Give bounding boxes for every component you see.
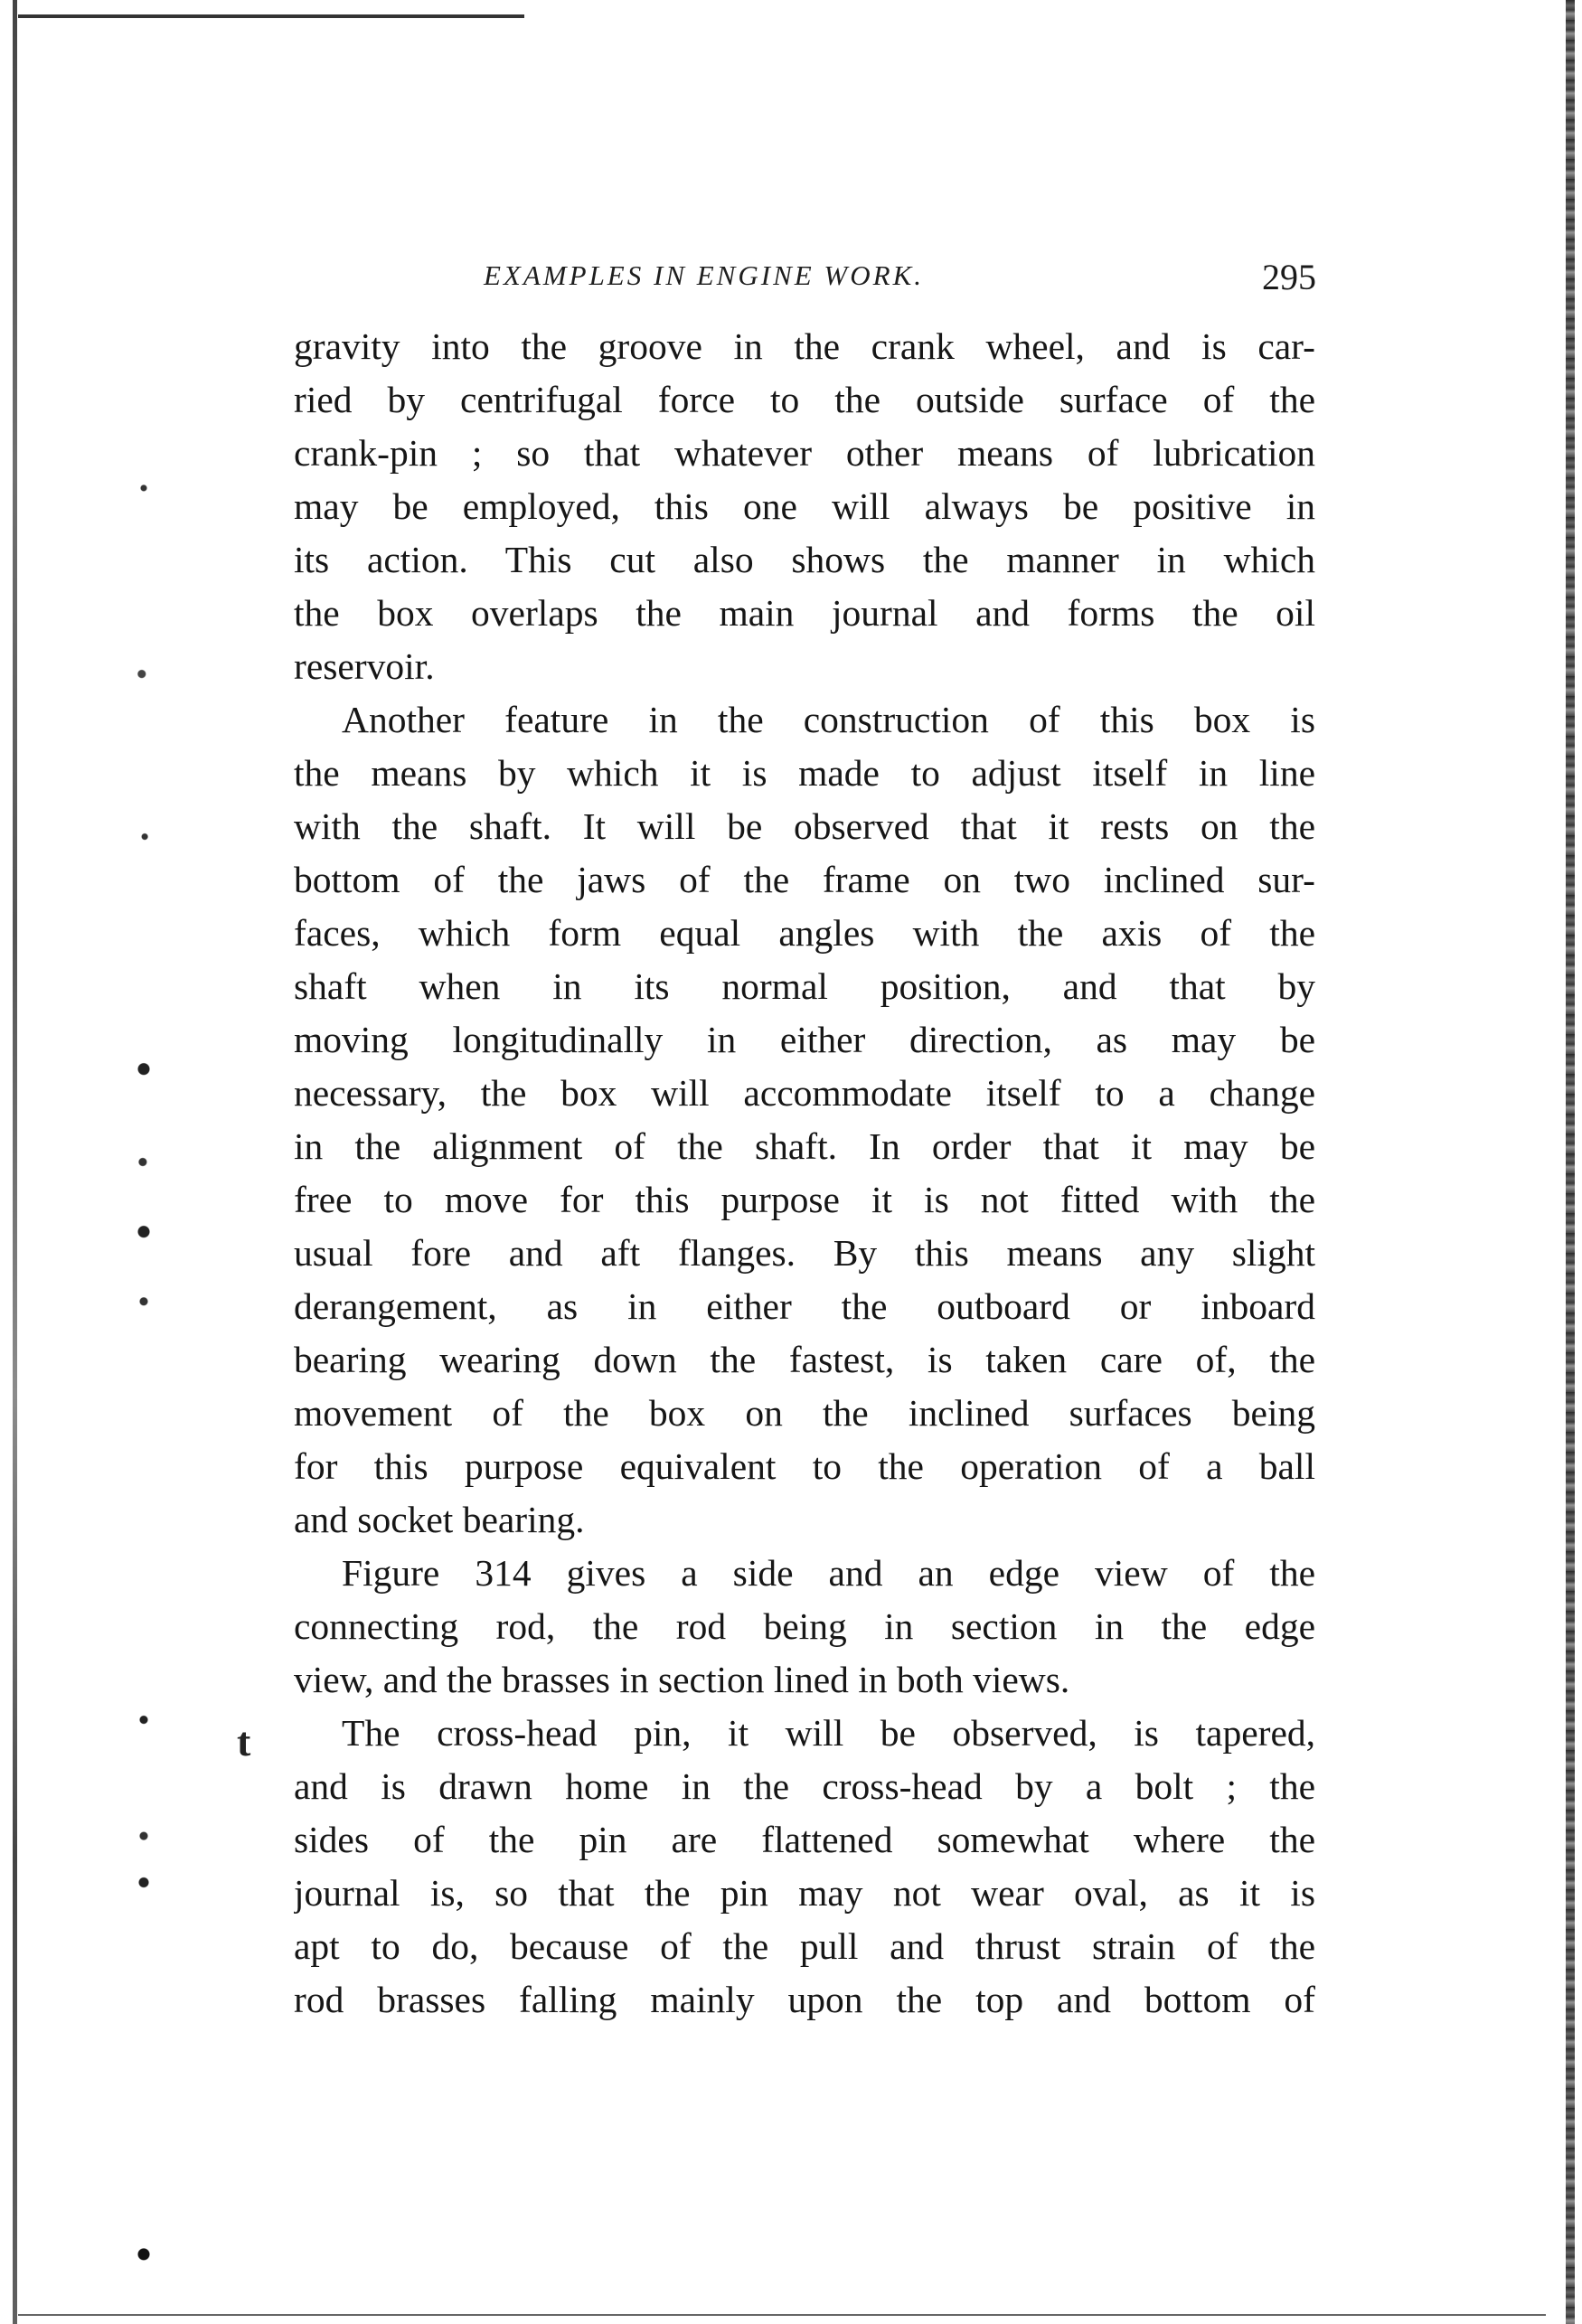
text-line: shaft when in its normal position, and that by bbox=[294, 965, 1315, 1007]
text-line: bearing wearing down the fastest, is taken care of, the bbox=[294, 1339, 1315, 1380]
text-line: faces, which form equal angles with the axis of the bbox=[294, 912, 1315, 954]
paragraph-1 bbox=[294, 320, 1315, 693]
text-line: free to move for this purpose it is not fitted with the bbox=[294, 1179, 1315, 1220]
text-line: sides of the pin are flattened somewhat where the bbox=[294, 1819, 1315, 1860]
text-line: derangement, as in either the outboard or inboard bbox=[294, 1285, 1315, 1327]
scan-bottom-rule bbox=[18, 2314, 1546, 2316]
text-line: gravity into the groove in the crank wheel, and is car- bbox=[294, 325, 1315, 367]
text-line: the box overlaps the main journal and forms the oil bbox=[294, 592, 1315, 634]
text-line: rod brasses falling mainly upon the top and bottom of bbox=[294, 1979, 1315, 2020]
text-line: its action. This cut also shows the manner in which bbox=[294, 539, 1315, 580]
text-line: view, and the brasses in section lined in both views. bbox=[294, 1659, 1070, 1700]
text-line: movement of the box on the inclined surfaces being bbox=[294, 1392, 1315, 1434]
text-line: apt to do, because of the pull and thrust strain of the bbox=[294, 1925, 1315, 1967]
text-line: bottom of the jaws of the frame on two inclined sur- bbox=[294, 859, 1315, 900]
text-line: reservoir. bbox=[294, 645, 435, 687]
scan-gutter-noise bbox=[134, 0, 154, 2324]
text-line: Another feature in the construction of this box is bbox=[342, 699, 1315, 740]
text-line: in the alignment of the shaft. In order that it may be bbox=[294, 1125, 1315, 1167]
page-number: 295 bbox=[1262, 257, 1316, 297]
text-line: ried by centrifugal force to the outside surface of the bbox=[294, 379, 1315, 420]
paragraph-3 bbox=[294, 1547, 1315, 1707]
text-line: necessary, the box will accommodate itself to a change bbox=[294, 1072, 1315, 1114]
text-line: and is drawn home in the cross-head by a bolt ; the bbox=[294, 1765, 1315, 1807]
text-line: usual fore and aft flanges. By this means any slight bbox=[294, 1232, 1315, 1274]
page-header bbox=[289, 256, 1316, 310]
text-line: The cross-head pin, it will be observed, is tapered, bbox=[342, 1712, 1315, 1754]
scan-top-rule bbox=[18, 14, 524, 18]
text-line: for this purpose equivalent to the operation of a ball bbox=[294, 1445, 1315, 1487]
text-line: journal is, so that the pin may not wear oval, as it is bbox=[294, 1872, 1315, 1914]
margin-mark: t bbox=[237, 1718, 251, 1764]
scan-left-edge bbox=[13, 0, 17, 2324]
paragraph-4 bbox=[294, 1707, 1315, 2027]
scan-right-edge bbox=[1566, 0, 1575, 2324]
text-line: connecting rod, the rod being in section in the edge bbox=[294, 1605, 1315, 1647]
text-line: and socket bearing. bbox=[294, 1499, 585, 1540]
running-head: EXAMPLES IN ENGINE WORK. bbox=[484, 259, 925, 291]
paragraph-2 bbox=[294, 693, 1315, 1547]
text-line: the means by which it is made to adjust itself in line bbox=[294, 752, 1315, 794]
text-line: Figure 314 gives a side and an edge view of the bbox=[342, 1552, 1315, 1594]
text-line: crank-pin ; so that whatever other means of lubrication bbox=[294, 432, 1315, 474]
body-text bbox=[294, 320, 1315, 2027]
text-line: moving longitudinally in either direction, as may be bbox=[294, 1019, 1315, 1060]
text-line: with the shaft. It will be observed that it rests on the bbox=[294, 805, 1315, 847]
text-line: may be employed, this one will always be positive in bbox=[294, 485, 1315, 527]
